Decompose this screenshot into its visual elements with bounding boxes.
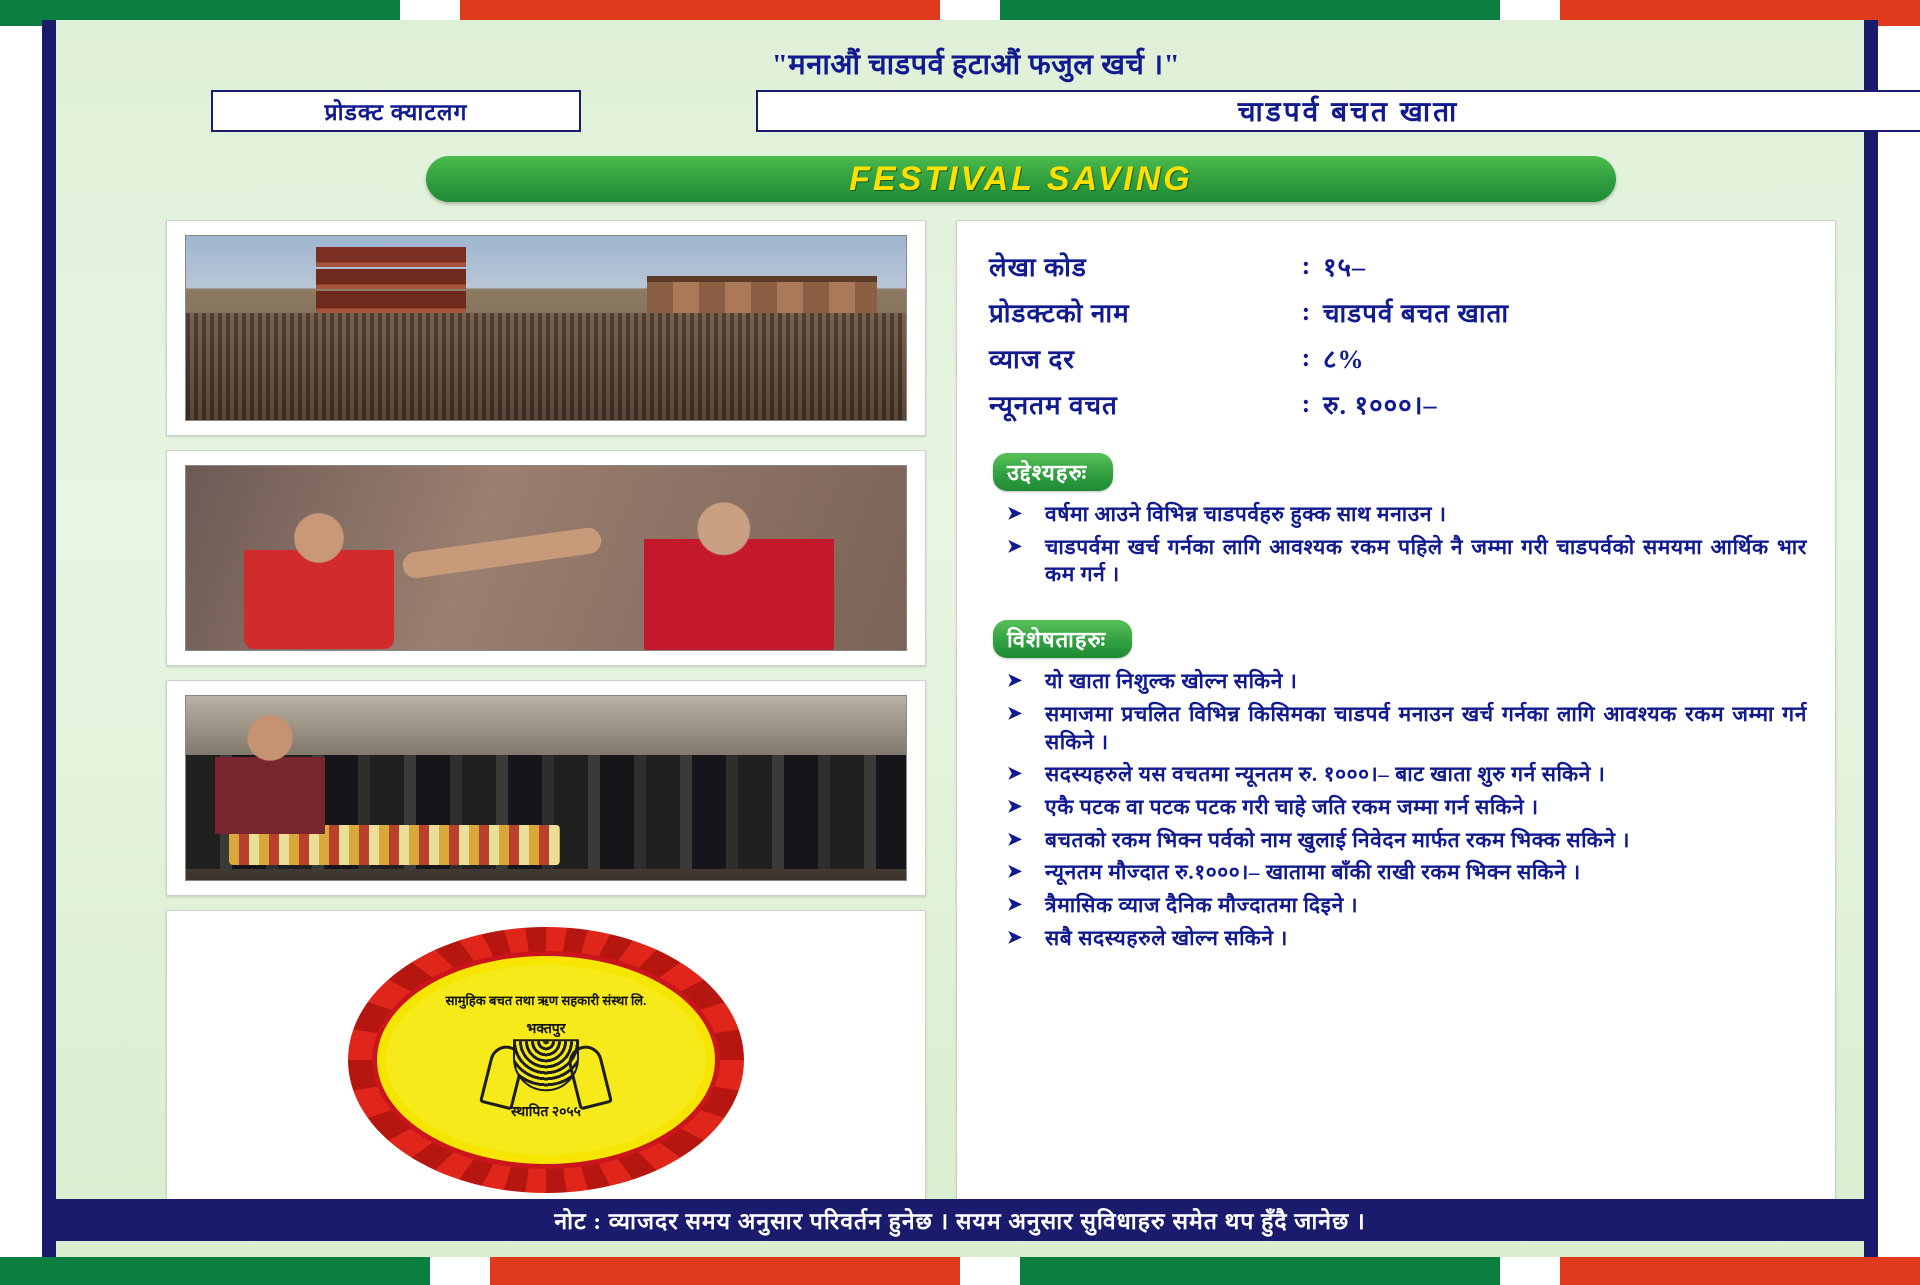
- spec-colon: :: [1301, 251, 1311, 280]
- cooperative-logo: [356, 935, 736, 1185]
- details-panel: [956, 220, 1836, 1210]
- list-item: ➤ न्यूनतम मौज्दात रु.१०००।– खातामा बाँकी राखी रकम भिक्न सकिने ।: [989, 859, 1807, 887]
- crowd-shape: [186, 313, 906, 420]
- stripe-segment: [960, 1257, 1020, 1285]
- photo-card-2: [166, 450, 926, 666]
- list-item: ➤ बचतको रकम भिक्न पर्वको नाम खुलाई निवेदन मार्फत रकम भिक्क सकिने ।: [989, 827, 1807, 855]
- list-item: ➤ समाजमा प्रचलित विभिन्न किसिमका चाडपर्व मनाउन खर्च गर्नका लागि आवश्यक रकम जम्मा गर्न सकिने ।: [989, 701, 1807, 756]
- document-body: [42, 20, 1878, 1265]
- festival-feast-photo: [185, 695, 907, 881]
- photo-card-1: [166, 220, 926, 436]
- footer-note-text: नोट : व्याजदर समय अनुसार परिवर्तन हुनेछ । सयम अनुसार सुविधाहरु समेत थप हुँदै जानेछ ।: [554, 1209, 1366, 1234]
- woman-left-shape: [244, 499, 394, 649]
- logo-bottom-text: स्थापित २०५५: [511, 1105, 581, 1120]
- spec-colon: :: [1301, 389, 1311, 418]
- spec-colon: :: [1301, 297, 1311, 326]
- list-item: ➤ सदस्यहरुले यस वचतमा न्यूनतम रु. १०००।– बाट खाता शुरु गर्न सकिने ।: [989, 761, 1807, 789]
- temple-crowd-photo: [185, 235, 907, 421]
- header-row: [156, 90, 1896, 132]
- objectives-list: [989, 501, 1807, 589]
- hands-and-pot-icon: [486, 1021, 606, 1107]
- footer-note-bar: [42, 1199, 1878, 1241]
- features-heading: विशेषताहरुः: [993, 620, 1132, 658]
- logo-mid-text: भक्तपुर: [526, 1022, 566, 1037]
- banner-title: FESTIVAL SAVING: [849, 159, 1193, 198]
- logo-inner-disc: [386, 965, 706, 1155]
- woman-right-shape: [644, 488, 834, 651]
- bottom-decorative-stripe: [0, 1257, 1920, 1285]
- stripe-segment: [430, 1257, 490, 1285]
- photo-card-3: [166, 680, 926, 896]
- stripe-segment: [1500, 1257, 1560, 1285]
- table-row: [989, 289, 1807, 335]
- spec-label: प्रोडक्टको नाम: [989, 299, 1130, 328]
- stripe-segment: [490, 1257, 960, 1285]
- spec-label: न्यूनतम वचत: [989, 391, 1118, 420]
- spec-value: रु. १०००।–: [1323, 391, 1438, 420]
- catalog-label-box: प्रोडक्ट क्याटलग: [211, 90, 581, 132]
- arm-shape: [401, 526, 603, 580]
- logo-card: [166, 910, 926, 1210]
- right-hand-shape: [565, 1042, 613, 1110]
- spec-value: ८%: [1323, 345, 1365, 374]
- list-item: ➤ त्रैमासिक व्याज दैनिक मौज्दातमा दिइने ।: [989, 892, 1807, 920]
- spec-value: १५–: [1323, 253, 1367, 282]
- logo-top-text: सामुहिक बचत तथा ऋण सहकारी संस्था लि.: [445, 993, 647, 1008]
- table-row: [989, 243, 1807, 289]
- table-row: [989, 381, 1807, 427]
- stripe-segment: [0, 1257, 430, 1285]
- tika-ceremony-photo: [185, 465, 907, 651]
- product-spec-table: [989, 243, 1807, 427]
- slogan-text: "मनाऔं चाडपर्व हटाऔं फजुल खर्च ।": [771, 49, 1181, 81]
- spec-label: व्याज दर: [989, 345, 1075, 374]
- spec-colon: :: [1301, 343, 1311, 372]
- table-row: [989, 335, 1807, 381]
- stripe-segment: [1020, 1257, 1500, 1285]
- list-item: ➤ यो खाता निशुल्क खोल्न सकिने ।: [989, 668, 1807, 696]
- spec-value: चाडपर्व बचत खाता: [1323, 299, 1510, 328]
- list-item: ➤ एकै पटक वा पटक पटक गरी चाहे जति रकम जम्मा गर्न सकिने ।: [989, 794, 1807, 822]
- spec-label: लेखा कोड: [989, 253, 1087, 282]
- festival-saving-banner: [426, 156, 1616, 202]
- server-shape: [215, 714, 325, 834]
- features-list: [989, 668, 1807, 952]
- stripe-segment: [1560, 1257, 1920, 1285]
- list-item: ➤ वर्षमा आउने विभिन्न चाडपर्वहरु हुक्क साथ मनाउन ।: [989, 501, 1807, 529]
- images-column: [166, 220, 926, 1210]
- list-item: ➤ चाडपर्वमा खर्च गर्नका लागि आवश्यक रकम पहिले नै जम्मा गरी चाडपर्वको समयमा आर्थिक भार कम गर्न ।: [989, 534, 1807, 589]
- product-title-box: चाडपर्व बचत खाता: [756, 90, 1920, 132]
- list-item: ➤ सबै सदस्यहरुले खोल्न सकिने ।: [989, 925, 1807, 953]
- objectives-heading: उद्देश्यहरुः: [993, 453, 1113, 491]
